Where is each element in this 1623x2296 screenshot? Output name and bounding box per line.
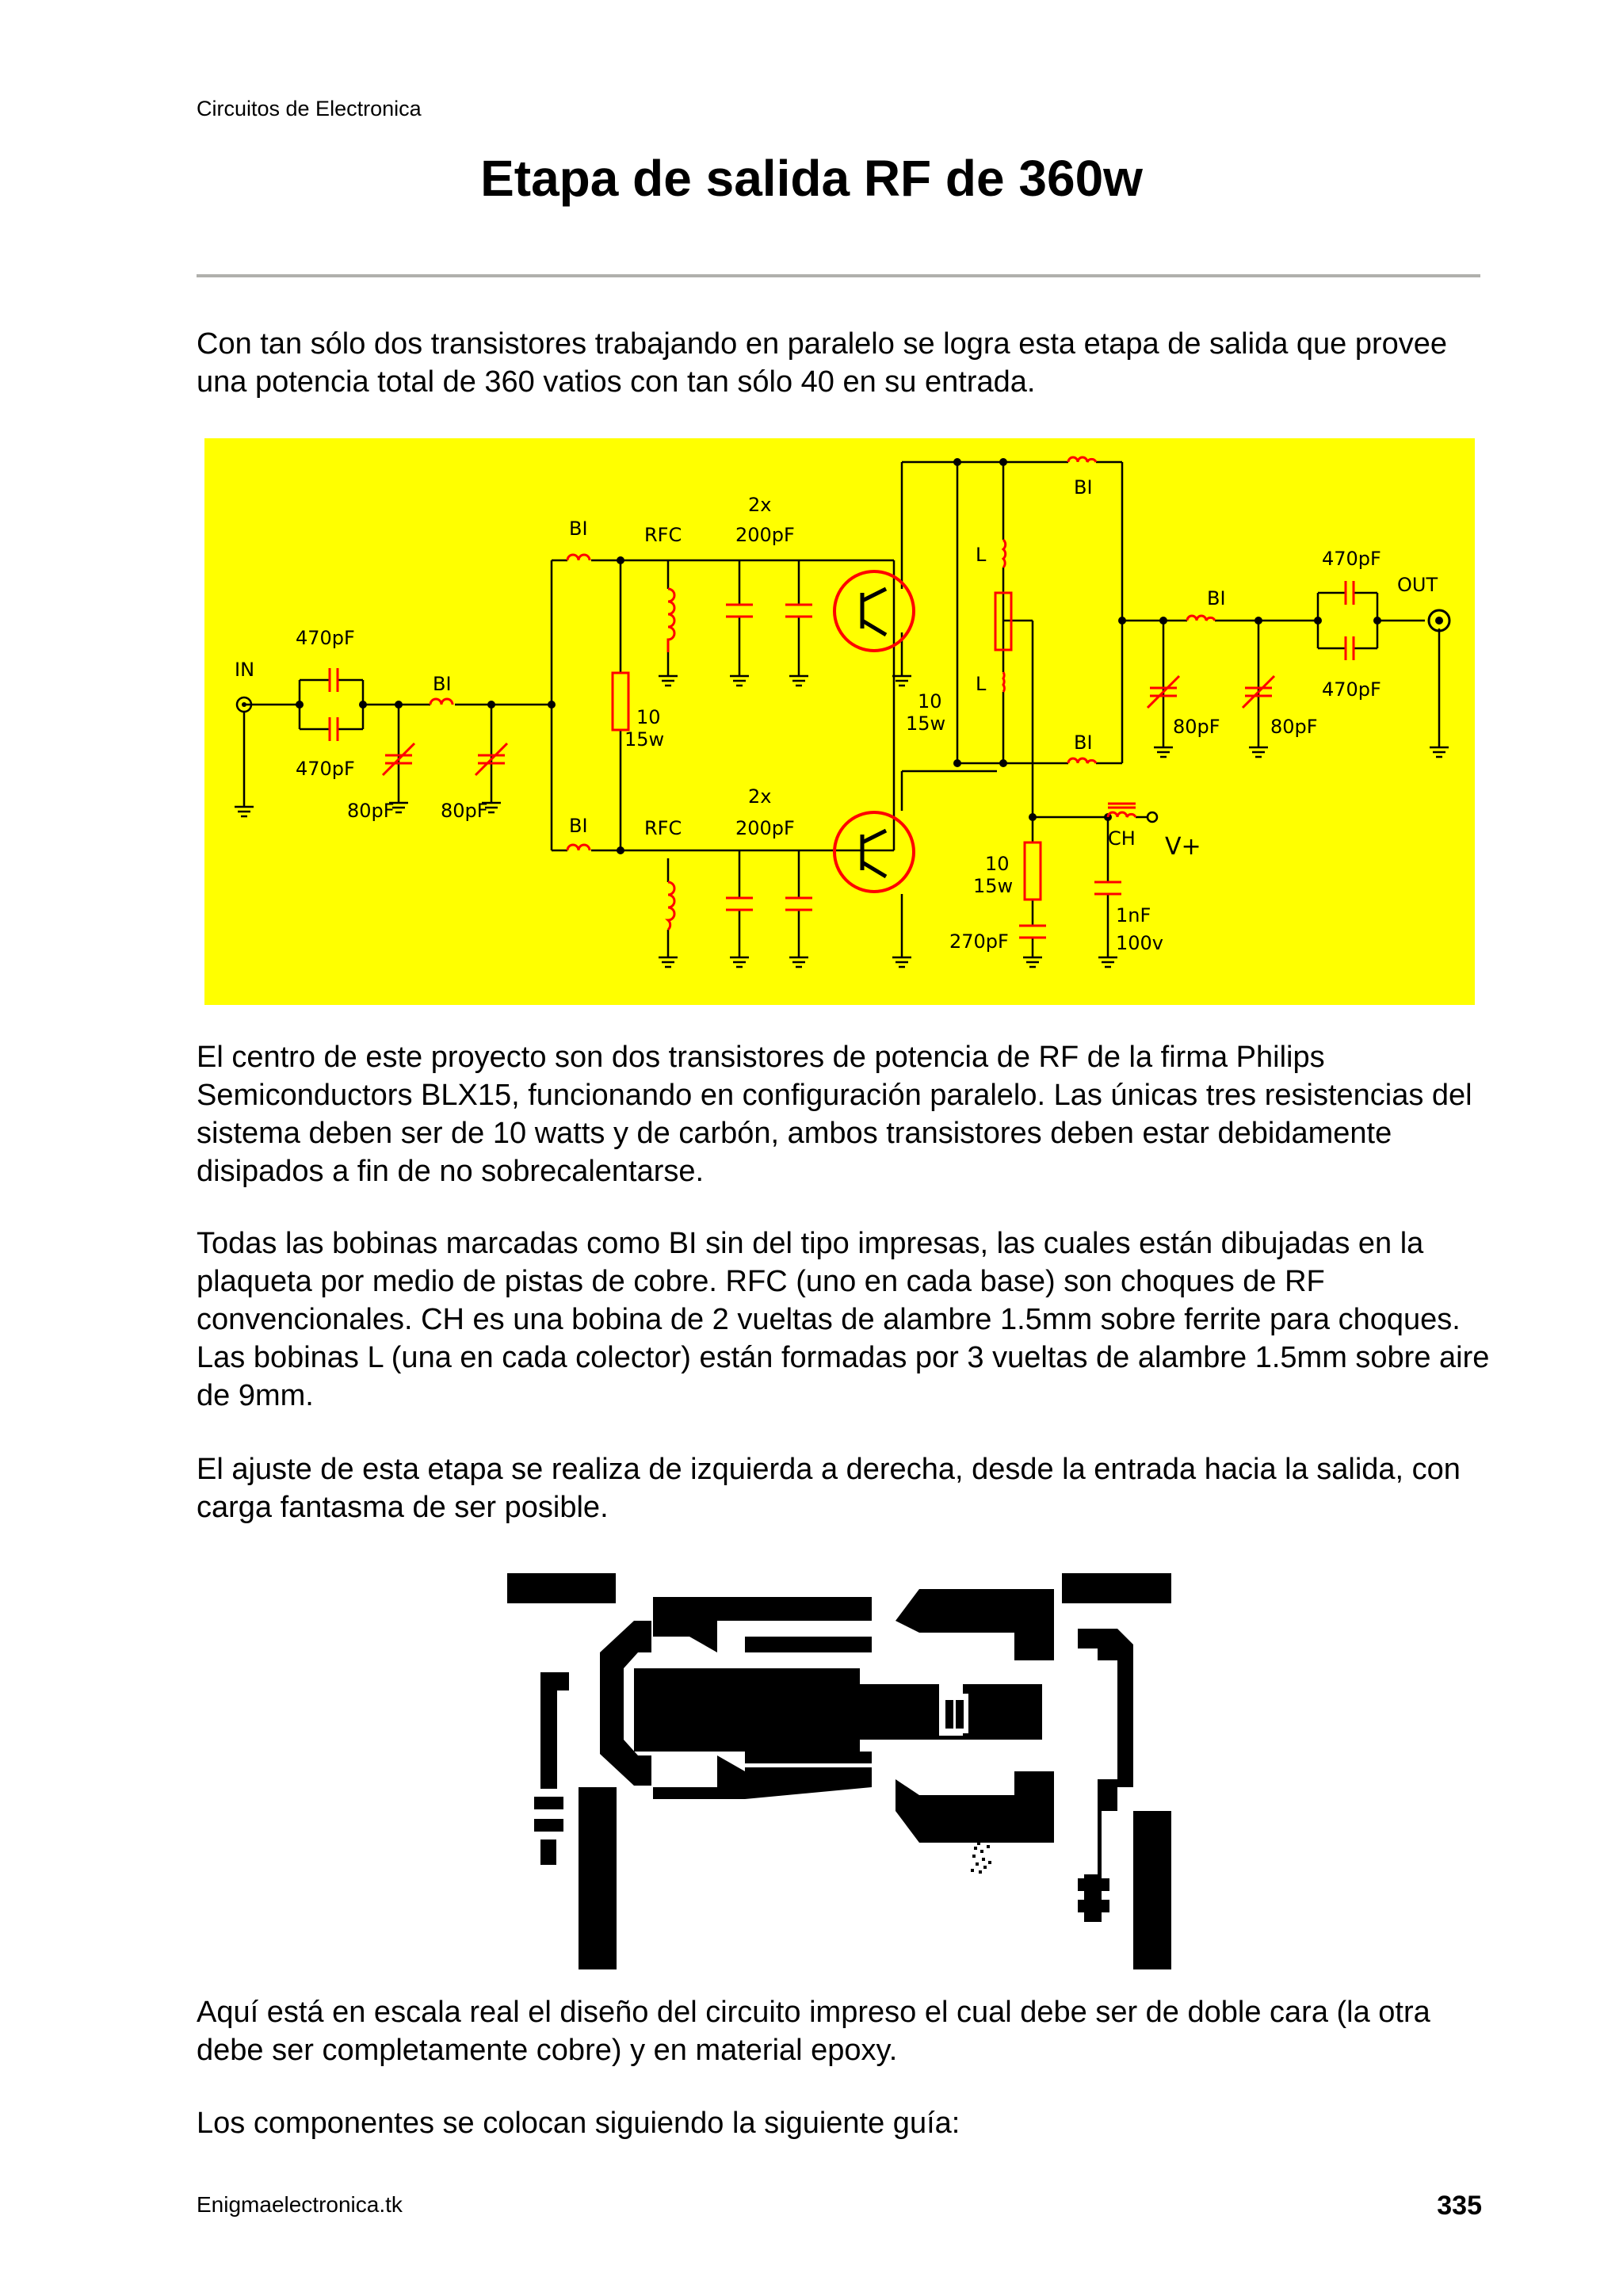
label-bi-output: BI bbox=[1207, 587, 1226, 609]
label-bi-base-bottom: BI bbox=[569, 815, 588, 837]
label-rfc-bottom: RFC bbox=[644, 817, 682, 839]
page-number: 335 bbox=[1437, 2191, 1482, 2221]
label-in: IN bbox=[235, 659, 255, 681]
label-r1-watt: 15w bbox=[624, 728, 665, 751]
label-vplus: V+ bbox=[1165, 833, 1201, 861]
label-80pf-d: 80pF bbox=[1270, 716, 1318, 738]
label-470pf-c: 470pF bbox=[1322, 548, 1381, 570]
label-80pf-c: 80pF bbox=[1173, 716, 1220, 738]
label-rfc-top: RFC bbox=[644, 524, 682, 546]
label-l-bottom: L bbox=[976, 673, 987, 695]
label-ch: CH bbox=[1108, 827, 1136, 850]
label-470pf-b: 470pF bbox=[296, 758, 355, 780]
footer-site: Enigmaelectronica.tk bbox=[197, 2192, 403, 2217]
pcb-layout bbox=[507, 1573, 1173, 1969]
label-r3-watt: 15w bbox=[973, 875, 1014, 897]
label-100v: 100v bbox=[1116, 932, 1164, 954]
label-1nf: 1nF bbox=[1116, 904, 1151, 926]
coils-paragraph: Todas las bobinas marcadas como BI sin del tipo impresas, las cuales están dibujadas en la plaqueta por medio de pistas de cobre. RFC (uno en cada base) son choques de RF convencionales. CH es una bobina de 2 vueltas de alambre 1.5mm sobre ferrite para choques. Las bobinas L (una en cada colector) están formadas por 3 vueltas de alambre 1.5mm sobre aire de 9mm. bbox=[197, 1227, 1490, 1412]
guide-paragraph: Los componentes se colocan siguiendo la siguiente guía: bbox=[197, 2107, 960, 2140]
pcb-paragraph: Aquí está en escala real el diseño del circuito impreso el cual debe ser de doble cara (la otra debe ser completamente cobre) y en material epoxy. bbox=[197, 1996, 1430, 2067]
label-2x-top: 2x bbox=[748, 494, 772, 516]
label-r1-ohm: 10 bbox=[636, 706, 661, 728]
label-bi-collector-top: BI bbox=[1074, 476, 1093, 499]
label-470pf-a: 470pF bbox=[296, 627, 355, 649]
page-title: Etapa de salida RF de 360w bbox=[480, 150, 1143, 207]
adjust-paragraph: El ajuste de esta etapa se realiza de izquierda a derecha, desde la entrada hacia la salida, con carga fantasma de ser posible. bbox=[197, 1453, 1461, 1524]
label-80pf-a: 80pF bbox=[347, 800, 395, 822]
label-80pf-b: 80pF bbox=[441, 800, 488, 822]
label-r2-ohm: 10 bbox=[918, 690, 942, 712]
intro-paragraph: Con tan sólo dos transistores trabajando en paralelo se logra esta etapa de salida que provee una potencia total de 360 vatios con tan sólo 40 en su entrada. bbox=[197, 327, 1448, 399]
label-200pf-top: 200pF bbox=[735, 524, 795, 546]
rf-amplifier-schematic bbox=[204, 438, 1475, 1005]
label-bi-collector-bottom: BI bbox=[1074, 732, 1093, 754]
label-bi-input: BI bbox=[433, 673, 452, 695]
label-out: OUT bbox=[1397, 574, 1438, 596]
label-270pf: 270pF bbox=[949, 930, 1009, 953]
label-470pf-d: 470pF bbox=[1322, 678, 1381, 701]
center-paragraph: El centro de este proyecto son dos transistores de potencia de RF de la firma Philips Semiconductors BLX15, funcionando en configuración paralelo. Las únicas tres resistencias del sistema deben ser de 10 watts y de carbón, ambos transistores deben estar debidamente disipados a fin de no sobrecalentarse. bbox=[197, 1041, 1472, 1188]
label-bi-base-top: BI bbox=[569, 518, 588, 540]
header-divider bbox=[197, 274, 1480, 277]
pcb-traces bbox=[507, 1573, 1171, 1969]
label-2x-bottom: 2x bbox=[748, 785, 772, 808]
label-200pf-bottom: 200pF bbox=[735, 817, 795, 839]
label-l-top: L bbox=[976, 544, 987, 566]
label-r2-watt: 15w bbox=[906, 712, 946, 735]
label-r3-ohm: 10 bbox=[985, 853, 1010, 875]
header-label: Circuitos de Electronica bbox=[197, 97, 422, 120]
